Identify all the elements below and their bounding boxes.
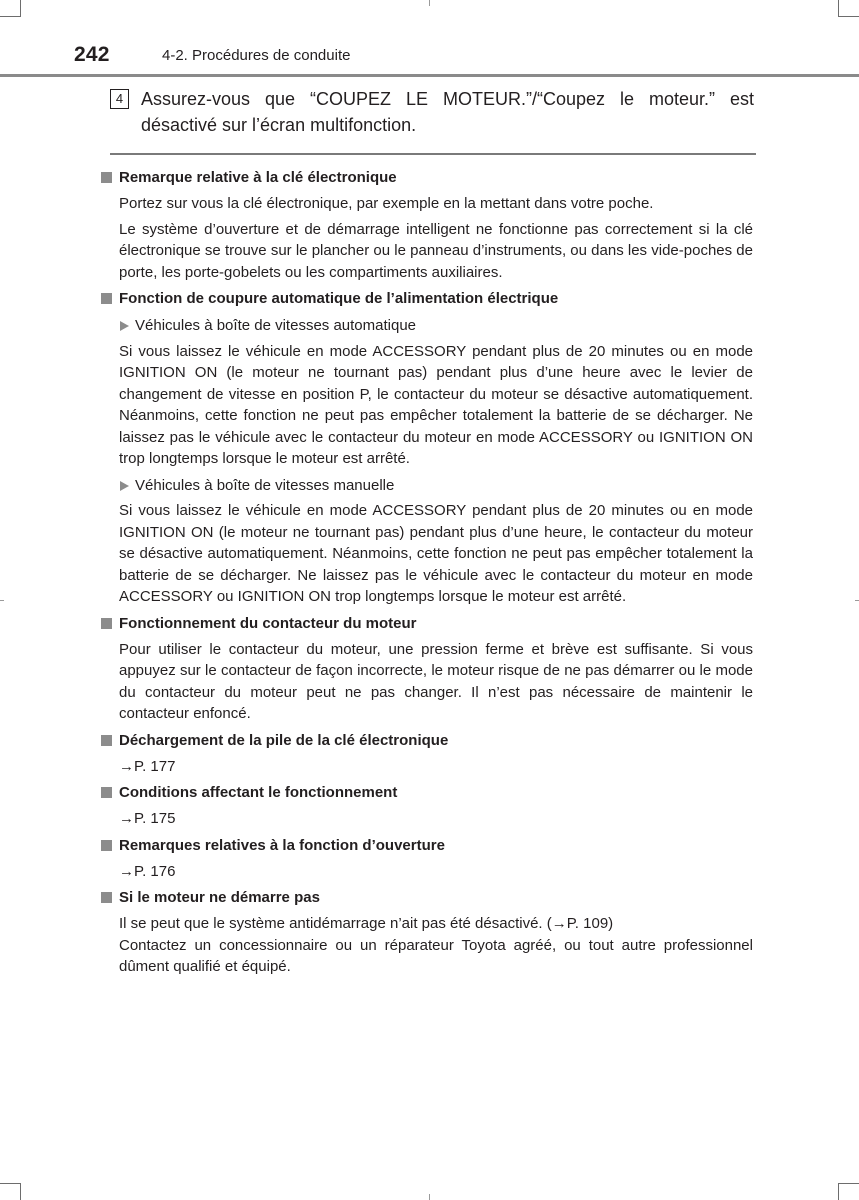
step-divider: [110, 153, 756, 155]
step-text-line-2: désactivé sur l’écran multifonction.: [141, 115, 417, 135]
step-number-badge: 4: [110, 89, 129, 109]
note-heading: Fonction de coupure automatique de l’alimentation électrique: [101, 287, 753, 310]
crop-tick-bottom: [429, 1194, 430, 1200]
note-entry-function: [101, 834, 753, 883]
note-operating-conditions: [101, 781, 753, 830]
notes-section: [101, 162, 753, 978]
gray-square-icon: [101, 892, 112, 903]
crop-tick-right: [855, 600, 859, 601]
note-paragraph: Le système d’ouverture et de démarrage intelligent ne fonctionne pas correctement si la clé électronique se trouve sur le plancher ou le panneau d’instruments, ou dans les vide-poches de porte, les porte-gobelets ou les compartiments auxiliaires.: [119, 220, 753, 281]
crop-mark-bottom-right: [838, 1183, 859, 1200]
step-text-line-1: Assurez-vous que “COUPEZ LE MOTEUR.”/“Coupez le moteur.” est: [141, 89, 754, 109]
note-electronic-key: [101, 166, 753, 283]
note-paragraph: Portez sur vous la clé électronique, par exemple en la mettant dans votre poche.: [119, 195, 654, 212]
subsection-label: Véhicules à boîte de vitesses automatique: [119, 315, 753, 337]
crop-mark-bottom-left: [0, 1183, 21, 1200]
note-paragraph: Si vous laissez le véhicule en mode ACCESSORY pendant plus de 20 minutes ou en mode IGNITION ON (le moteur ne tournant pas) pendant plus d’une heure avec le levier de changement de vitesse en position P, le contacteur du moteur se désactive automatiquement. Néanmoins, cette fonction ne peut pas empêcher totalement la batterie de se décharger. Ne laissez pas le véhicule avec le contacteur du moteur en mode ACCESSORY ou IGNITION ON trop longtemps lorsque le moteur est arrêté.: [119, 342, 753, 467]
note-auto-power-off: [101, 287, 753, 608]
note-heading: Fonctionnement du contacteur du moteur: [101, 612, 753, 635]
gray-square-icon: [101, 172, 112, 183]
gray-square-icon: [101, 293, 112, 304]
note-heading: Déchargement de la pile de la clé électronique: [101, 729, 753, 752]
gray-square-icon: [101, 840, 112, 851]
note-heading: Conditions affectant le fonctionnement: [101, 781, 753, 804]
crop-mark-top-left: [0, 0, 21, 17]
step-text: [141, 86, 754, 138]
note-paragraph: Contactez un concessionnaire ou un réparateur Toyota agréé, ou tout autre professionnel dûment qualifié et équipé.: [119, 936, 753, 975]
page-reference-link[interactable]: →P. 175: [119, 810, 176, 827]
section-title: 4-2. Procédures de conduite: [162, 47, 351, 64]
note-paragraph: Si vous laissez le véhicule en mode ACCESSORY pendant plus de 20 minutes ou en mode IGNITION ON (le moteur ne tournant pas) pendant plus d’une heure, le contacteur du moteur se désactive automatiquement. Néanmoins, cette fonction ne peut pas empêcher totalement la batterie de se décharger. Ne laissez pas le véhicule avec le contacteur du moteur en mode ACCESSORY ou IGNITION ON trop longtemps lorsque le moteur est arrêté.: [119, 502, 753, 605]
note-paragraph: Il se peut que le système antidémarrage n’ait pas été désactivé. (→P. 109): [119, 915, 614, 932]
gray-triangle-icon: [120, 321, 129, 331]
note-heading: Remarques relatives à la fonction d’ouverture: [101, 834, 753, 857]
note-heading: Si le moteur ne démarre pas: [101, 886, 753, 909]
gray-square-icon: [101, 618, 112, 629]
gray-triangle-icon: [120, 481, 129, 491]
step-item: [110, 86, 754, 138]
crop-tick-top: [429, 0, 430, 6]
note-engine-does-not-start: [101, 886, 753, 978]
page-header: [0, 40, 859, 74]
gray-square-icon: [101, 735, 112, 746]
crop-mark-top-right: [838, 0, 859, 17]
page-number: 242: [74, 43, 110, 66]
note-heading: Remarque relative à la clé électronique: [101, 166, 753, 189]
note-key-battery-depletion: [101, 729, 753, 778]
header-divider: [0, 74, 859, 77]
note-paragraph: Pour utiliser le contacteur du moteur, une pression ferme et brève est suffisante. Si vous appuyez sur le contacteur de façon incorrecte, le moteur risque de ne pas démarrer ou le mode du contacteur du moteur peut ne pas changer. Il n’est pas nécessaire de maintenir le contacteur enfoncé.: [119, 640, 753, 722]
note-engine-switch-operation: [101, 612, 753, 725]
page-reference-link[interactable]: →P. 177: [119, 757, 176, 775]
gray-square-icon: [101, 787, 112, 798]
subsection-label: Véhicules à boîte de vitesses manuelle: [119, 475, 753, 497]
page-reference-link[interactable]: →P. 176: [119, 862, 176, 880]
crop-tick-left: [0, 600, 4, 601]
